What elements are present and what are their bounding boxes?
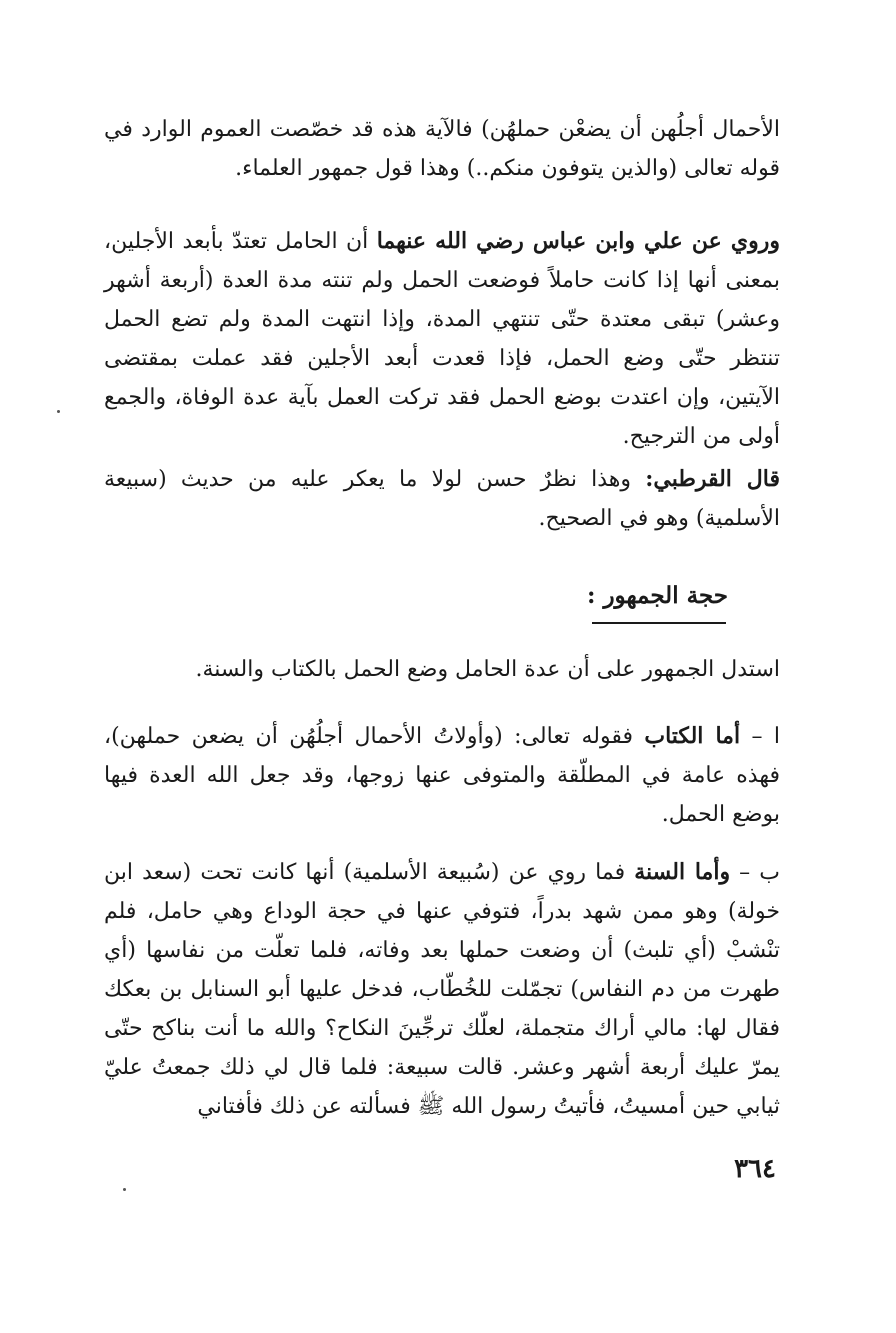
scan-speck <box>123 1188 126 1191</box>
paragraph-evidence-sunnah <box>104 853 780 1126</box>
section-heading: حجة الجمهور : <box>586 582 728 609</box>
paragraph-body: فقوله تعالى: (وأولاتُ الأحمال أجلُهُن أن يضعن حملهن)، فهذه عامة في المطلّقة والمتوفى عنها زوجها، وقد جعل الله العدة فيها بوضع الحمل. <box>104 724 780 827</box>
paragraph-lead: أما الكتاب <box>644 723 741 749</box>
paragraph-lead: قال القرطبي: <box>645 466 780 492</box>
paragraph-ayah-specification <box>104 110 780 188</box>
paragraph-text: استدل الجمهور على أن عدة الحامل وضع الحمل بالكتاب والسنة. <box>195 657 780 682</box>
paragraph-ali-ibn-abbas-opinion <box>104 222 780 456</box>
paragraph-text <box>104 460 780 538</box>
paragraph-text <box>104 717 780 834</box>
page-number: ٣٦٤ <box>734 1154 776 1184</box>
paragraph-evidence-book <box>104 717 780 834</box>
paragraph-qurtubi-quote <box>104 460 780 538</box>
paragraph-body: فما روي عن (سُبيعة الأسلمية) أنها كانت تحت (سعد ابن خولة) وهو ممن شهد بدراً، فتوفي عنها في حجة الوداع وهي حامل، فلم تنْشبْ (أي تلبث) أن وضعت حملها بعد وفاته، فلما تعلّت من نفاسها (أي طهرت من دم النفاس) تجمّلت للخُطّاب، فدخل عليها أبو السنابل بن بعكك فقال لها: مالي أراك متجملة، لعلّك ترجِّينَ النكاح؟ والله ما أنت بناكح حتّى يمرّ عليك أربعة أشهر وعشر. قالت سبيعة: فلما قال لي ذلك جمعتُ عليّ ثيابي حين أمسيتُ، فأتيتُ رسول الله ﷺ فسألته عن ذلك فأفتاني <box>104 860 780 1119</box>
paragraph-text <box>104 222 780 456</box>
paragraph-body: أن الحامل تعتدّ بأبعد الأجلين، بمعنى أنها إذا كانت حاملاً فوضعت الحمل ولم تنته مدة العدة (أربعة أشهر وعشر) تبقى معتدة حتّى تنتهي المدة، وإذا انتهت المدة ولم تضع الحمل تنتظر حتّى وضع الحمل، فإذا قعدت أبعد الأجلين فقد عملت بمقتضى الآيتين، وإن اعتدت بوضع الحمل فقد تركت العمل بآية عدة الوفاة، والجمع أولى من الترجيح. <box>104 229 780 449</box>
heading-underline <box>592 622 726 624</box>
paragraph-lead: وروي عن علي وابن عباس رضي الله عنهما <box>376 228 780 254</box>
paragraph-majority-intro <box>104 650 780 689</box>
paragraph-text: الأحمال أجلُهن أن يضعْن حملهُن) فالآية هذه قد خصّصت العموم الوارد في قوله تعالى (والذين يتوفون منكم..) وهذا قول جمهور العلماء. <box>104 117 780 181</box>
list-marker: ب – <box>730 860 780 885</box>
list-marker: ا – <box>740 724 780 749</box>
paragraph-body: وهذا نظرٌ حسن لولا ما يعكر عليه من حديث (سبيعة الأسلمية) وهو في الصحيح. <box>104 467 780 531</box>
paragraph-text <box>104 853 780 1126</box>
paragraph-lead: وأما السنة <box>634 859 731 885</box>
scan-speck <box>57 410 60 413</box>
